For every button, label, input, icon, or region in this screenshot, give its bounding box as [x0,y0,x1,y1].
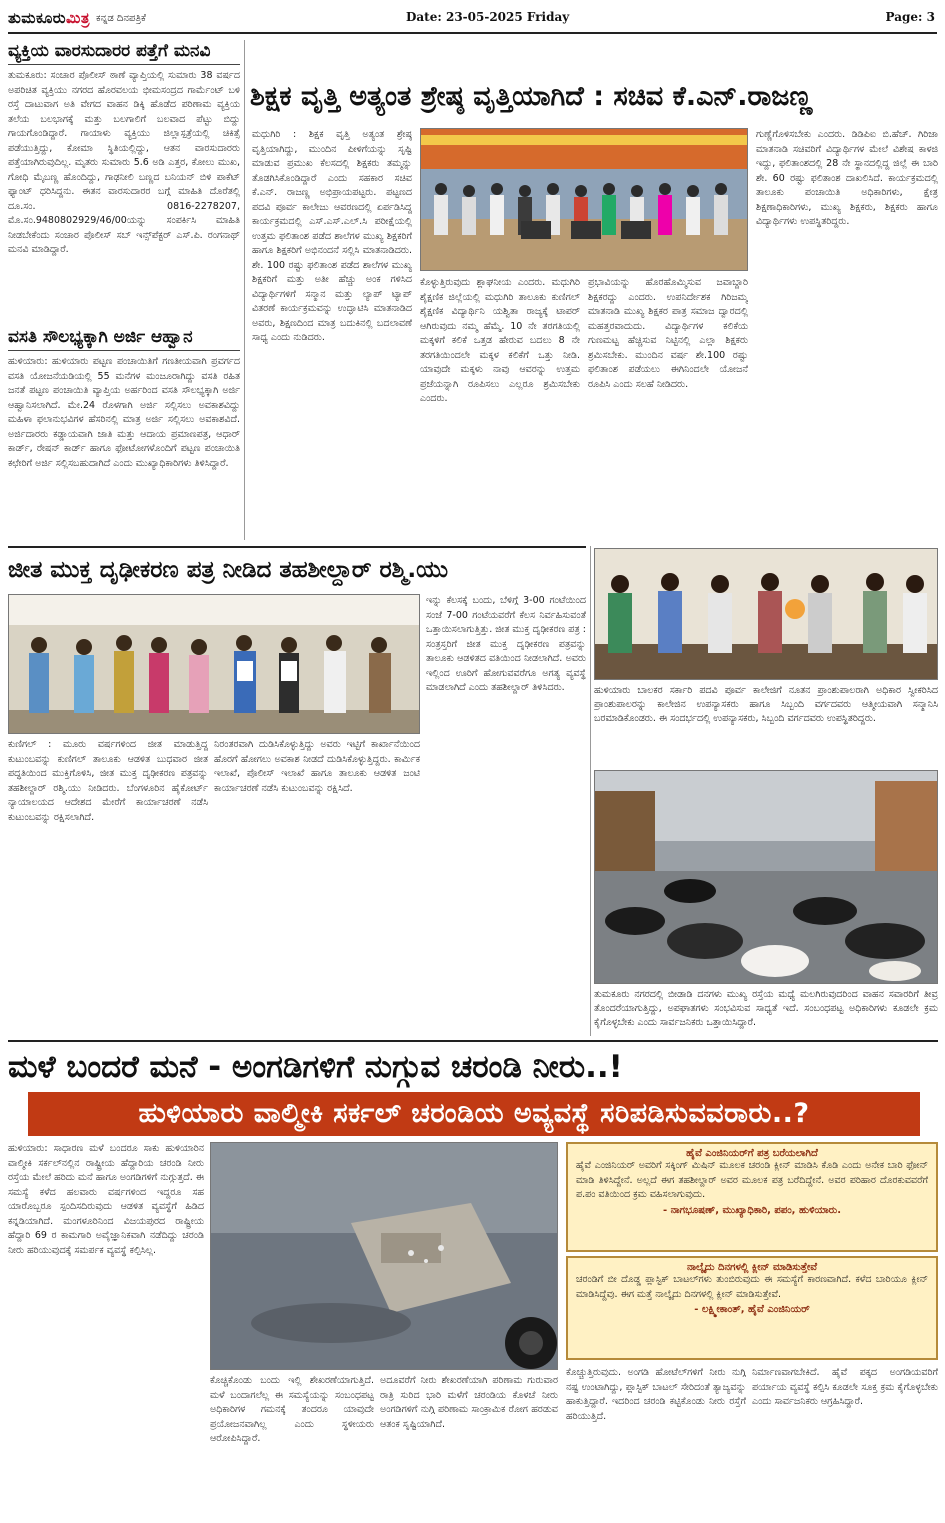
logo-part-1: ತುಮಕೂರು [8,9,67,27]
article-headline: ವ್ಯಕ್ತಿಯ ವಾರಸುದಾರರ ಪತ್ತೆಗೆ ಮನವಿ [8,40,240,65]
stray-cattle-caption: ತುಮಕೂರು ನಗರದಲ್ಲಿ ಬೀಡಾಡಿ ದನಗಳು ಮುಖ್ಯ ರಸ್ತೆಯ ಮಧ್ಯೆ ಮಲಗಿರುವುದರಿಂದ ವಾಹನ ಸವಾರರಿಗೆ ತೀವ್ರ ತೊಂದರೆಯಾಗುತ್ತಿದ್ದು, ಅಪಘಾತಗಳು ಸಂಭವಿಸುವ ಸಾಧ್ಯತೆ ಇದೆ. ಸಂಬಂಧಪಟ್ಟ ಅಧಿಕಾರಿಗಳು ಕೂಡಲೇ ಕ್ರಮ ಕೈಗೊಳ್ಳಬೇಕು ಎಂದು ಸಾರ್ವಜನಿಕರು ಒತ್ತಾಯಿಸಿದ್ದಾರೆ. [594,989,938,1028]
article-body-col-4: ಗುಣ್ಣೆಗೊಳಿಸಬೇಕು ಎಂದರು. ಡಿಡಿಪಿಐ ಬಿ.ಹೆಚ್. ಗಿರಿಜಾ ಮಾತನಾಡಿ ಸಚಿವರಿಗೆ ವಿದ್ಯಾರ್ಥಿಗಳ ಮೇಲೆ ವಿಶೇಷ ಕಾಳಜಿ ಇದ್ದು, ಫಲಿತಾಂಶದಲ್ಲಿ 28 ನೇ ಸ್ಥಾನದಲ್ಲಿದ್ದ ಜಿಲ್ಲೆ ಈ ಬಾರಿ ಶೇ. 60 ರಷ್ಟು ಫಲಿತಾಂಶ ದಾಖಲಿಸಿದೆ. ಕಾರ್ಯಕ್ರಮದಲ್ಲಿ ತಾಲೂಕು ಪಂಚಾಯಿತಿ ಅಧಿಕಾರಿಗಳು, ಕ್ಷೇತ್ರ ಶಿಕ್ಷಣಾಧಿಕಾರಿಗಳು, ಮುಖ್ಯ ಶಿಕ್ಷಕರು, ಶಿಕ್ಷಕರು ಹಾಗೂ ವಿದ್ಯಾರ್ಥಿಗಳು ಉಪಸ್ಥಿತರಿದ್ದರು. [756,129,938,227]
notice-title: ಹೈವೆ ಎಂಜಿನಿಯರ್‌ಗೆ ಪತ್ರ ಬರೆಯಲಾಗಿದೆ [686,1148,818,1159]
article-body-col-3: ಇನ್ನು ಕೆಲಸಕ್ಕೆ ಬಂದು, ಬೆಳಿಗ್ಗೆ 3-00 ಗಂಟೆಯಿಂದ ಸಂಜೆ 7-00 ಗಂಟೆಯವರೆಗೆ ಕೆಲಸ ನಿರ್ವಹಿಸುವಂತೆ ಒತ್ತಾಯಿಸಲಾಗುತ್ತಿತ್ತು. ಜೀತ ಮುಕ್ತ ದೃಢೀಕರಣ ಪತ್ರ : ಸಂತ್ರಸ್ತರಿಗೆ ಜೀತ ಮುಕ್ತ ದೃಢೀಕರಣ ಪತ್ರವನ್ನು ತಾಲೂಕು ಆಡಳಿತದ ವತಿಯಿಂದ ನೀಡಲಾಗಿದೆ. ಅವರು ಇಲ್ಲಿಂದ ಊರಿಗೆ ಹೋಗುವವರೆಗೂ ಅಗತ್ಯ ವ್ಯವಸ್ಥೆ ಮಾಡಲಾಗಿದೆ ಎಂದು ತಹಶೀಲ್ದಾರ್ ತಿಳಿಸಿದರು. [426,595,586,693]
stray-cattle-photo [594,770,938,984]
article-body-col-4: ಕೊಚ್ಚುತ್ತಿರುವುದು. ಅಂಗಡಿ ಹೋಟೆಲ್‌ಗಳಿಗೆ ನೀರು ನುಗ್ಗಿ ನಷ್ಟ ಉಂಟಾಗಿದ್ದು, ಪ್ಲಾಸ್ಟಿಕ್ ಬಾಟಲ್ ಸೇರಿದಂತೆ ತ್ಯಾಜ್ಯವನ್ನು ಹಾಕುತ್ತಿದ್ದಾರೆ. ಇದರಿಂದ ಚರಂಡಿ ಕಟ್ಟಿಕೊಂಡು ನೀರು ರಸ್ತೆಗೆ ಹರಿಯುತ್ತಿದೆ. [566,1367,746,1422]
article-body-col-2: ಕೊಚ್ಚಿಕೊಂಡು ಬಂದು ಇಲ್ಲಿ ಶೇಖರಣೆಯಾಗುತ್ತಿದೆ. ಮಳೆ ಬಂದಾಗಲೆಲ್ಲ ಈ ಸಮಸ್ಯೆಯನ್ನು ಸಂಬಂಧಪಟ್ಟ ಅಧಿಕಾರಿಗಳ ಗಮನಕ್ಕೆ ತಂದರೂ ಯಾವುದೇ ಪ್ರಯೋಜನವಾಗಿಲ್ಲ ಎಂದು ಸ್ಥಳೀಯರು ಆರೋಪಿಸಿದ್ದಾರೆ. [210,1375,374,1444]
notice-signature: - ನಾಗಭೂಷಣ್, ಮುಖ್ಯಾಧಿಕಾರಿ, ಪಪಂ, ಹುಳಿಯಾರು. [662,1204,842,1216]
principal-welcome-caption: ಹುಳಿಯಾರು ಬಾಲಕರ ಸರ್ಕಾರಿ ಪದವಿ ಪೂರ್ವ ಕಾಲೇಜಿಗೆ ನೂತನ ಪ್ರಾಂಶುಪಾಲರಾಗಿ ಅಧಿಕಾರ ಸ್ವೀಕರಿಸಿದ ಪ್ರಾಂಶುಪಾಲರನ್ನು ಕಾಲೇಜಿನ ಉಪನ್ಯಾಸಕರು ಹಾಗೂ ಸಿಬ್ಬಂದಿ ವರ್ಗದವರು ಆತ್ಮೀಯವಾಗಿ ಸನ್ಮಾನಿಸಿ ಬರಮಾಡಿಕೊಂಡರು. ಈ ಸಂದರ್ಭದಲ್ಲಿ ಉಪನ್ಯಾಸಕರು, ಸಿಬ್ಬಂದಿ ವರ್ಗದವರು ಉಪಸ್ಥಿತರಿದ್ದರು. [594,685,938,724]
article-body-col-3: ಅದೂವರೆಗೆ ನೀರು ಶೇಖರಣೆಯಾಗಿ ಪರಿಣಾಮ ಗುರುವಾರ ರಾತ್ರಿ ಸುರಿದ ಭಾರಿ ಮಳೆಗೆ ಚರಂಡಿಯ ಕೊಳಚೆ ನೀರು ಅಂಗಡಿಗಳಿಗೆ ನುಗ್ಗಿ ಪರಿಣಾಮ ಸಾಂಕ್ರಾಮಿಕ ರೋಗ ಹರಡುವ ಆತಂಕ ಸೃಷ್ಟಿಯಾಗಿದೆ. [380,1375,558,1430]
article-drain-headline-box [8,1044,938,1090]
page-number: Page: 3 [885,10,935,24]
group-photo-illustration [421,129,748,271]
bonded-labour-certificate-photo [8,594,420,734]
drain-problem-banner: ಹುಳಿಯಾರು ವಾಲ್ಮೀಕಿ ಸರ್ಕಲ್ ಚರಂಡಿಯ ಅವ್ಯವಸ್ಥೆ ಸರಿಪಡಿಸುವವರಾರು..? [28,1092,920,1136]
principal-welcome-photo [594,548,938,680]
column-divider [590,546,591,1036]
article-body-col-2: ನಿರಂತರವಾಗಿ ದುಡಿಸಿಕೊಳ್ಳುತ್ತಿದ್ದು ಅವರು ಇಟ್ಟಿಗೆ ಕಾರ್ಖಾನೆಯಿಂದ ಹೊರಗೆ ಹೋಗಲು ಅವಕಾಶ ನೀಡದೆ ದುಡಿಸಿಕೊಳ್ಳುತ್ತಿದ್ದರು. ಕಾರ್ಮಿಕ ಇಲಾಖೆ, ಪೊಲೀಸ್ ಇಲಾಖೆ ಹಾಗೂ ತಾಲೂಕು ಆಡಳಿತ ಜಂಟಿ ಕಾರ್ಯಾಚರಣೆ ನಡೆಸಿ ಕುಟುಂಬವನ್ನು ರಕ್ಷಿಸಿದೆ. [214,739,420,794]
article-body-col-1: ಹುಳಿಯಾರು: ಸಾಧಾರಣ ಮಳೆ ಬಂದರೂ ಸಾಕು ಹುಳಿಯಾರಿನ ವಾಲ್ಮೀಕಿ ಸರ್ಕಲ್‌ನಲ್ಲಿನ ರಾಷ್ಟ್ರೀಯ ಹೆದ್ದಾರಿಯ ಚರಂಡಿ ನೀರು ರಸ್ತೆಯ ಮೇಲೆ ಹರಿದು ಮನೆ ಹಾಗೂ ಅಂಗಡಿಗಳಿಗೆ ನುಗ್ಗುತ್ತದೆ. ಈ ಸಮಸ್ಯೆ ಕಳೆದ ಹಲವಾರು ವರ್ಷಗಳಿಂದ ಇದ್ದರೂ ಸಹ ಯಾರೊಬ್ಬರೂ ಸ್ಪಂದಿಸದಿರುವುದು ಆಡಳಿತ ವ್ಯವಸ್ಥೆಗೆ ಹಿಡಿದ ಕನ್ನಡಿಯಾಗಿದೆ. ಮಂಗಳೂರಿನಿಂದ ವಿಜಯಪುರದ ರಾಷ್ಟ್ರೀಯ ಹೆದ್ದಾರಿ 69 ರ ಕಾಮಗಾರಿ ಅವೈಜ್ಞಾನಿಕವಾಗಿ ನಡೆದಿದ್ದು ಚರಂಡಿ ನೀರು ಹರಿಯುವುದಕ್ಕೆ ಸಮರ್ಪಕ ವ್ಯವಸ್ಥೆ ಕಲ್ಪಿಸಿಲ್ಲ. [8,1143,204,1256]
newspaper-logo [8,9,90,27]
cattle-on-road-illustration [595,771,938,984]
felicitation-photo-illustration [595,549,938,680]
article-housing-applications [8,326,240,541]
logo-part-2: ಮಿತ್ರ [66,9,90,27]
tagline: ಕನ್ನಡ ದಿನಪತ್ರಿಕೆ [95,12,146,24]
masthead [8,4,937,34]
notice-body: ಚರಂಡಿಗೆ ಬೀ ದೊಡ್ಡ ಪ್ಲಾಸ್ಟಿಕ್ ಬಾಟಲ್‌ಗಳು ತುಂಬಿರುವುದು ಈ ಸಮಸ್ಯೆಗೆ ಕಾರಣವಾಗಿದೆ. ಕಳೆದ ಬಾರಿಯೂ ಕ್ಲೀನ್ ಮಾಡಿಸಿದ್ದೆವು. ಈಗ ಮತ್ತೆ ನಾಲ್ಕೈದು ದಿನಗಳಲ್ಲಿ ಕ್ಲೀನ್ ಮಾಡಿಸುತ್ತೇವೆ. [576,1274,928,1300]
notice-signature: - ಲಕ್ಷ್ಮೀಕಾಂತ್, ಹೈವೆ ಎಂಜಿನಿಯರ್ [694,1304,810,1315]
drain-overflow-photo [210,1142,558,1370]
article-body-col-3: ಪ್ರಭಾವಿಯನ್ನು ಹೊರಹೊಮ್ಮಿಸುವ ಜವಾಬ್ದಾರಿ ಶಿಕ್ಷಕರದ್ದು ಎಂದರು. ಉಪನಿರ್ದೇಶಕ ಗಿರಿಜಮ್ಮ ಮಾತನಾಡಿ ಮುಖ್ಯ ಶಿಕ್ಷಕರ ಪಾತ್ರ ಸಮಾಜ ದ್ವಾರದಲ್ಲಿ ಮಹತ್ತರವಾದುದು. ವಿದ್ಯಾರ್ಥಿಗಳ ಕಲಿಕೆಯ ಗುಣಮಟ್ಟ ಹೆಚ್ಚಿಸುವ ನಿಟ್ಟಿನಲ್ಲಿ ಎಲ್ಲಾ ಶಿಕ್ಷಕರು ಶ್ರಮಿಸಬೇಕು. ಮುಂದಿನ ವರ್ಷ ಶೇ.100 ರಷ್ಟು ಫಲಿತಾಂಶ ಪಡೆಯಲು ಈಗಿನಿಂದಲೇ ಯೋಜನೆ ರೂಪಿಸಿ ಎಂದು ಸಲಹೆ ನೀಡಿದರು. [588,277,748,390]
article-body: ಹುಳಿಯಾರು: ಹುಳಿಯಾರು ಪಟ್ಟಣ ಪಂಚಾಯಿತಿಗೆ ಗಣತೀಯವಾಗಿ ಪ್ರವರ್ಗದ ವಸತಿ ಯೋಜನೆಯಡಿಯಲ್ಲಿ 55 ಮನೆಗಳ ಮಂಜೂರಾಗಿದ್ದು ವಸತಿ ರಹಿತ ಜನತೆ ಪಟ್ಟಣ ಪಂಚಾಯಿತಿ ವ್ಯಾಪ್ತಿಯ ಅರ್ಹರಿಂದ ವಸತಿ ಸೌಲಭ್ಯಕ್ಕಾಗಿ ಅರ್ಜಿ ಆಹ್ವಾನಿಸಲಾಗಿದೆ. ಮೇ.24 ರೊಳಗಾಗಿ ಅರ್ಜಿ ಸಲ್ಲಿಸಲು ಅವಕಾಶವಿದ್ದು ಮಹಿಳಾ ಫಲಾನುಭವಿಗಳ ಹೆಸರಿನಲ್ಲಿ ಮಾತ್ರ ಅರ್ಜಿ ಸಲ್ಲಿಸಲು ಅವಕಾಶವಿದೆ. ಅರ್ಜಿದಾರರು ಕಡ್ಡಾಯವಾಗಿ ಜಾತಿ ಮತ್ತು ಆದಾಯ ಪ್ರಮಾಣಪತ್ರ, ಆಧಾರ್ ಕಾರ್ಡ್, ರೇಷನ್ ಕಾರ್ಡ್ ಹಾಗೂ ಫೋಟೋಗಳೊಂದಿಗೆ ಪಟ್ಟಣ ಪಂಚಾಯಿತಿ ಕಛೇರಿಗೆ ಅರ್ಜಿ ಸಲ್ಲಿಸಬಹುದಾಗಿದೆ ಎಂದು ಮುಖ್ಯಾಧಿಕಾರಿಗಳು ತಿಳಿಸಿದ್ದಾರೆ. [8,356,240,469]
article-headline: ಮಳೆ ಬಂದರೆ ಮನೆ - ಅಂಗಡಿಗಳಿಗೆ ನುಗ್ಗುವ ಚರಂಡಿ ನೀರು..! [8,1049,623,1085]
teacher-felicitation-photo [420,128,748,271]
column-divider [244,40,245,540]
article-body-col-2: ಕೊಳ್ಳುತ್ತಿರುವುದು ಶ್ಲಾಘನೀಯ ಎಂದರು. ಮಧುಗಿರಿ ಶೈಕ್ಷಣಿಕ ಜಿಲ್ಲೆಯಲ್ಲಿ ಮಧುಗಿರಿ ತಾಲೂಕು ಕುಣಿಗಲ್ ಶೈಕ್ಷಣಿಕ ವಿದ್ಯಾರ್ಥಿನಿ ಯಶ್ವಿತಾ ರಾಜ್ಯಕ್ಕೆ ಟಾಪರ್ ಆಗಿರುವುದು ನಮ್ಮ ಹೆಮ್ಮೆ. 10 ನೇ ತರಗತಿಯಲ್ಲಿ ಮಕ್ಕಳಿಗೆ ಕಲಿಕೆ ಒತ್ತಡ ಹೇರುವ ಬದಲು 8 ನೇ ತರಗತಿಯಿಂದಲೇ ಮಕ್ಕಳ ಕಲಿಕೆಗೆ ಒತ್ತು ನೀಡಿ. ಯಾವುದೇ ಮಕ್ಕಳು ನಾವು ಆವರನ್ನು ಉತ್ತಮ ಪ್ರಜೆಯನ್ನಾಗಿ ರೂಪಿಸಲು ಎಲ್ಲರೂ ಶ್ರಮಿಸಬೇಕು ಎಂದರು. [420,277,580,404]
cleaning-promise-notice [566,1256,938,1360]
article-teacher-headline-box [250,74,938,122]
group-photo-illustration [9,595,420,734]
article-heir-appeal [8,40,240,322]
article-body-col-5: ನಿರ್ಮಾಣವಾಗಬೇಕಿದೆ. ಹೈವೆ ಪಕ್ಕದ ಅಂಗಡಿಯವರಿಗೆ ಪರ್ಯಾಯ ವ್ಯವಸ್ಥೆ ಕಲ್ಪಿಸಿ ಕೂಡಲೇ ಸೂಕ್ತ ಕ್ರಮ ಕೈಗೊಳ್ಳಬೇಕು ಎಂದು ಸಾರ್ವಜನಿಕರು ಆಗ್ರಹಿಸಿದ್ದಾರೆ. [752,1367,938,1407]
article-body-col-1: ಮಧುಗಿರಿ : ಶಿಕ್ಷಕ ವೃತ್ತಿ ಅತ್ಯಂತ ಶ್ರೇಷ್ಠ ವೃತ್ತಿಯಾಗಿದ್ದು, ಮುಂದಿನ ಪೀಳಿಗೆಯನ್ನು ಸೃಷ್ಟಿ ಮಾಡುವ ಪ್ರಮುಖ ಕೆಲಸದಲ್ಲಿ ಶಿಕ್ಷಕರು ತಮ್ಮನ್ನು ತೊಡಗಿಸಿಕೊಂಡಿದ್ದಾರೆ ಎಂದು ಸಹಕಾರ ಸಚಿವ ಕೆ.ಎನ್. ರಾಜಣ್ಣ ಅಭಿಪ್ರಾಯಪಟ್ಟರು. ಪಟ್ಟಣದ ಪದವಿ ಪೂರ್ವ ಕಾಲೇಜು ಆವರಣದಲ್ಲಿ ಏರ್ಪಡಿಸಿದ್ದ ಕಾರ್ಯಕ್ರಮದಲ್ಲಿ ಎಸ್.ಎಸ್.ಎಲ್.ಸಿ ಪರೀಕ್ಷೆಯಲ್ಲಿ ಉತ್ತಮ ಫಲಿತಾಂಶ ಪಡೆದ ಶಾಲೆಗಳ ಮುಖ್ಯ ಶಿಕ್ಷಕರಿಗೆ ಹಾಗೂ ಶಿಕ್ಷಕರಿಗೆ ಅಭಿನಂದನೆ ಸಲ್ಲಿಸಿ ಮಾತನಾಡಿದರು. ಶೇ. 100 ರಷ್ಟು ಫಲಿತಾಂಶ ಪಡೆದ ಶಾಲೆಗಳ ಮುಖ್ಯ ಶಿಕ್ಷಕರಿಗೆ ಮತ್ತು ಅತೀ ಹೆಚ್ಚು ಅಂಕ ಗಳಿಸಿದ ವಿದ್ಯಾರ್ಥಿಗಳಿಗೆ ಸನ್ಮಾನ ಮತ್ತು ಲ್ಯಾಪ್ ಟ್ಯಾಪ್ ವಿತರಣೆ ಕಾರ್ಯಕ್ರಮವನ್ನು ಉದ್ಘಾಟಿಸಿ ಮಾತನಾಡಿದ ಅವರು, ಶಿಕ್ಷಣದಿಂದ ಮಾತ್ರ ಬದುಕಿನಲ್ಲಿ ಬದಲಾವಣೆ ಸಾಧ್ಯ ಎಂದು ನುಡಿದರು. [252,129,412,343]
article-headline: ವಸತಿ ಸೌಲಭ್ಯಕ್ಕಾಗಿ ಅರ್ಜಿ ಆಹ್ವಾನ [8,326,240,351]
engineer-letter-notice [566,1142,938,1252]
article-bonded-labour-headline-box [8,548,586,592]
article-headline: ಜೀತ ಮುಕ್ತ ದೃಢೀಕರಣ ಪತ್ರ ನೀಡಿದ ತಹಶೀಲ್ದಾರ್ ರಶ್ಮಿ.ಯು [8,557,449,583]
notice-body: ಹೈವೆ ಎಂಜಿನಿಯರ್ ಅವರಿಗೆ ಸಕ್ಕಿಂಗ್ ಮಿಷಿನ್ ಮೂಲಕ ಚರಂಡಿ ಕ್ಲೀನ್ ಮಾಡಿಸಿ ಕೊಡಿ ಎಂದು ಅನೇಕ ಬಾರಿ ಫೋನ್ ಮಾಡಿ ತಿಳಿಸಿದ್ದೇನೆ. ಅಲ್ಲದೆ ಈಗ ತಹಶೀಲ್ದಾರ್ ಅವರ ಮೂಲಕ ಪತ್ರ ಬರೆದಿದ್ದೇನೆ. ಅವರ ಪರಿಹಾರ ದೊರಕುವವರೆಗೆ ಪ.ಪಂ ವತಿಯಿಂದ ಕ್ರಮ ವಹಿಸಲಾಗುವುದು. [576,1160,928,1200]
article-body: ತುಮಕೂರು: ಸಂಚಾರ ಪೊಲೀಸ್ ಠಾಣೆ ವ್ಯಾಪ್ತಿಯಲ್ಲಿ ಸುಮಾರು 38 ವರ್ಷದ ಅಪರಿಚಿತ ವ್ಯಕ್ತಿಯು ನಗರದ ಹೊರವಲಯ ಭೀಮಸಂದ್ರದ ಗಾರ್ಮೆಂಟ್ ಬಳಿ ರಸ್ತೆ ದಾಟುವಾಗ ಅತಿ ವೇಗದ ವಾಹನ ಡಿಕ್ಕಿ ಹೊಡೆದ ಪರಿಣಾಮ ವ್ಯಕ್ತಿಯ ತಲೆಯ ಬಲಭಾಗಕ್ಕೆ ಮತ್ತು ಬಲಗಾಲಿಗೆ ಬಲವಾದ ಪೆಟ್ಟು ಬಿದ್ದು ಗಾಯಗೊಂಡಿದ್ದಾರೆ. ಗಾಯಾಳು ವ್ಯಕ್ತಿಯು ಜಿಲ್ಲಾಸ್ಪತ್ರೆಯಲ್ಲಿ ಚಿಕಿತ್ಸೆ ಪಡೆಯುತ್ತಿದ್ದು, ಕೋಮಾ ಸ್ಥಿತಿಯಲ್ಲಿದ್ದು, ಆತನ ವಾರಸುದಾರರು ಪತ್ತೆಯಾಗಿರುವುದಿಲ್ಲ. ಮೃತರು ಸುಮಾರು 5.6 ಅಡಿ ಎತ್ತರ, ಕೋಲು ಮುಖ, ಗೋಧಿ ಮೈಬಣ್ಣ ಹೊಂದಿದ್ದು, ಗಾಢನೀಲಿ ಬಣ್ಣದ ಬನಿಯನ್ ಬಿಳಿ ಪಾಕೆಟ್ ಫ್ಯಾಂಟ್ ಧರಿಸಿದ್ದನು. ಈತನ ವಾರಸುದಾರರ ಬಗ್ಗೆ ಮಾಹಿತಿ ದೊರೆತಲ್ಲಿ ದೂ.ಸಂ. 0816-2278207, ಮೊ.ಸಂ.9480802929/46/00ಯನ್ನು ಸಂಪರ್ಕಿಸಿ ಮಾಹಿತಿ ನೀಡಬೇಕೆಂದು ಸಂಚಾರ ಪೊಲೀಸ್ ಸಬ್ ಇನ್ಸ್‌ಪೆಕ್ಟರ್ ಎಸ್.ಪಿ. ರಂಗನಾಥ್ ಮನವಿ ಮಾಡಿದ್ದಾರೆ. [8,70,240,255]
issue-date: Date: 23-05-2025 Friday [406,10,570,24]
article-body-col-1: ಕುಣಿಗಲ್ : ಮೂರು ವರ್ಷಗಳಿಂದ ಜೀತ ಮಾಡುತ್ತಿದ್ದ ಕುಟುಂಬವನ್ನು ಕುಣಿಗಲ್ ತಾಲೂಕು ಆಡಳಿತ ಬುಧವಾರ ಜೀತ ಪದ್ಧತಿಯಿಂದ ಮುಕ್ತಿಗೊಳಿಸಿ, ಜೀತ ಮುಕ್ತ ದೃಢೀಕರಣ ಪತ್ರವನ್ನು ತಹಶೀಲ್ದಾರ್ ರಶ್ಮಿ.ಯು ನೀಡಿದರು. ಬೆಂಗಳೂರಿನ ಹೈಕೋರ್ಟ್ ನ್ಯಾಯಾಲಯದ ಆದೇಶದ ಮೇರೆಗೆ ಕಾರ್ಯಾಚರಣೆ ನಡೆಸಿ ಕುಟುಂಬವನ್ನು ರಕ್ಷಿಸಲಾಗಿದೆ. [8,739,208,823]
flooded-drain-illustration [211,1143,558,1370]
article-headline: ಶಿಕ್ಷಕ ವೃತ್ತಿ ಅತ್ಯಂತ ಶ್ರೇಷ್ಠ ವೃತ್ತಿಯಾಗಿದೆ : ಸಚಿವ ಕೆ.ಎನ್.ರಾಜಣ್ಣ [250,81,813,112]
section-divider [8,1040,938,1042]
notice-title: ನಾಲ್ಕೈದು ದಿನಗಳಲ್ಲಿ ಕ್ಲೀನ್ ಮಾಡಿಸುತ್ತೇವೆ [686,1262,818,1273]
